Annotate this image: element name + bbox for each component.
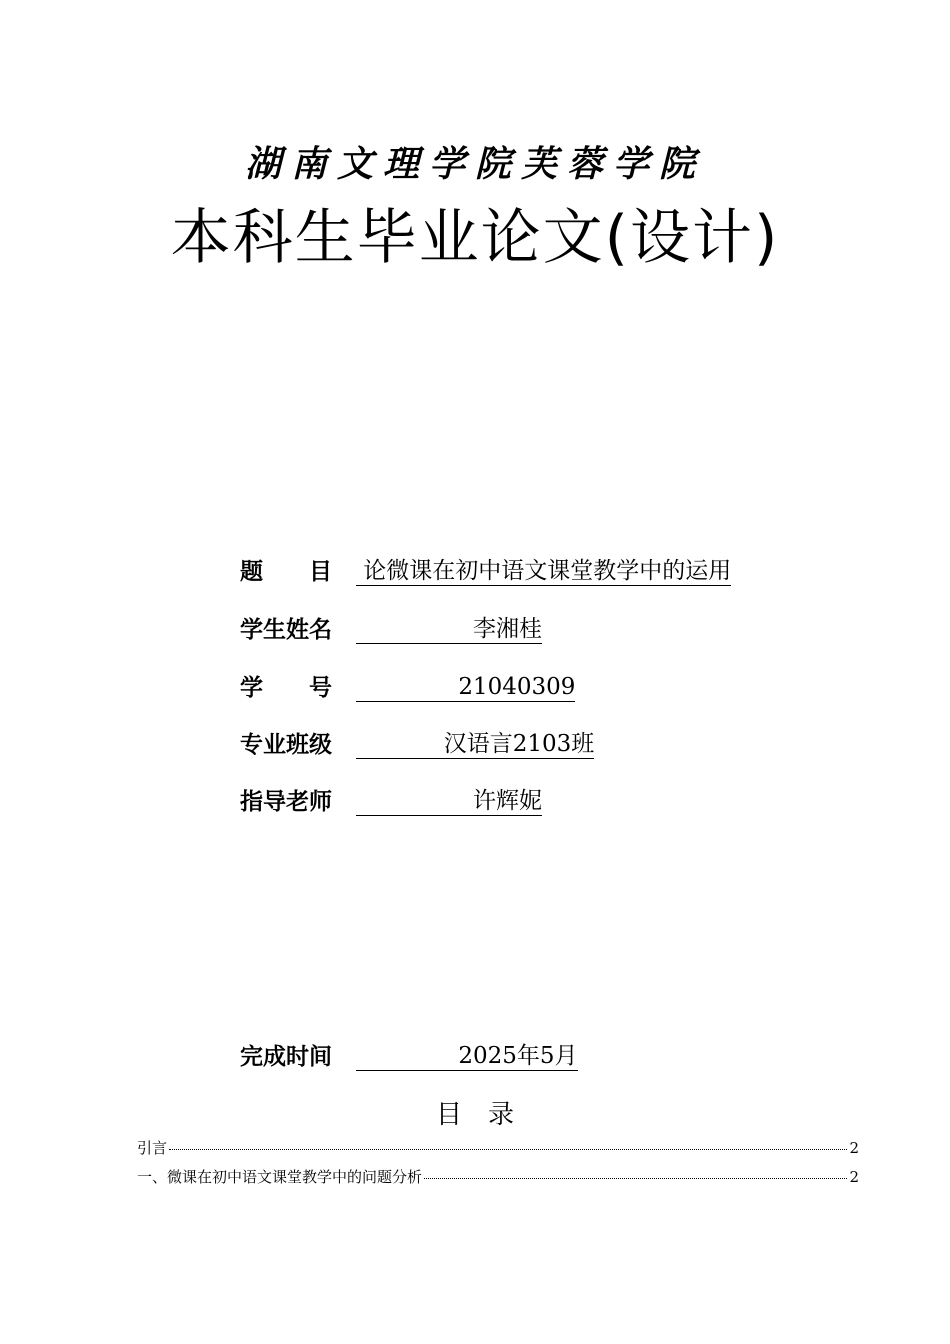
info-label: 专业班级: [240, 732, 332, 758]
toc-heading: 目录: [435, 1100, 540, 1130]
toc-item-text: 一、微课在初中语文课堂教学中的问题分析: [137, 1168, 423, 1186]
info-label: 学生姓名: [240, 617, 332, 643]
student-name-value: 李湘桂: [356, 616, 542, 642]
toc-item[interactable]: [137, 1166, 859, 1187]
thesis-type-title: 本科生毕业论文(设计): [170, 203, 780, 273]
class-value: 汉语言2103班: [356, 731, 595, 757]
toc-item[interactable]: [137, 1137, 859, 1158]
info-row-completion: [240, 1037, 578, 1071]
info-row-advisor: [240, 782, 542, 816]
info-row-student-id: [240, 668, 575, 702]
info-row-class: [240, 725, 594, 759]
advisor-value: 许辉妮: [356, 788, 542, 814]
toc-item-page: 2: [849, 1139, 859, 1157]
info-row-topic: [240, 552, 731, 586]
school-name: 湖南文理学院芙蓉学院: [244, 143, 705, 185]
student-id-value: 21040309: [356, 674, 576, 700]
toc-leader: [169, 1149, 847, 1150]
completion-value: 2025年5月: [356, 1043, 578, 1069]
info-row-student-name: [240, 610, 542, 644]
toc-leader: [424, 1178, 847, 1179]
info-label: 完成时间: [240, 1044, 332, 1070]
topic-value: 论微课在初中语文课堂教学中的运用: [356, 558, 732, 584]
info-label: 题 目: [240, 559, 332, 585]
toc-item-page: 2: [849, 1168, 859, 1186]
info-label: 指导老师: [240, 789, 332, 815]
toc-item-text: 引言: [137, 1139, 168, 1157]
info-label: 学 号: [240, 675, 332, 701]
